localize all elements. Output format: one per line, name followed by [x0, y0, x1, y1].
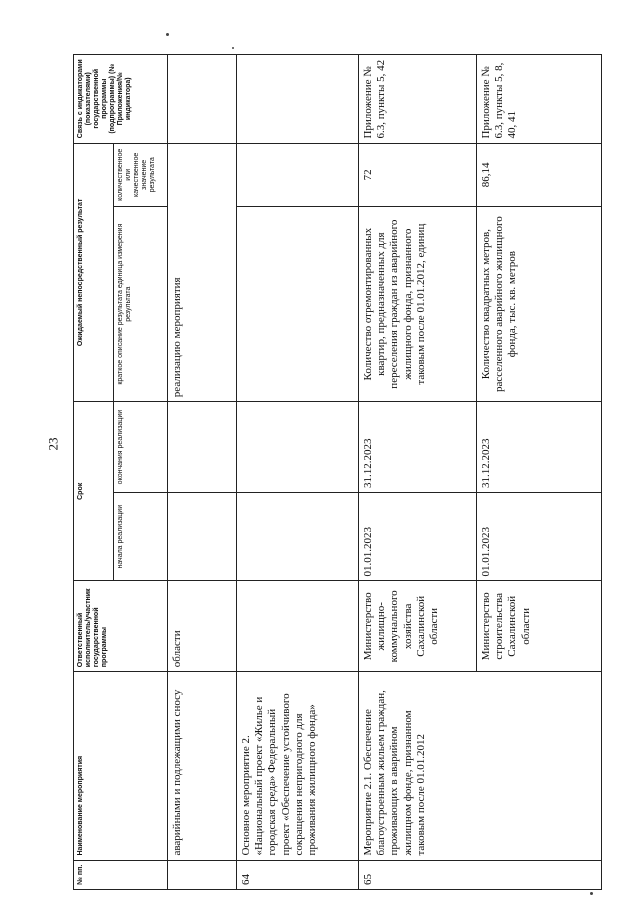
cell-event: Мероприятие 2.1. Обеспечение благоустроенным жильем граждан, проживающих в аварийном жилищном фонде, признанном таковым после 01.01.2012 [359, 672, 602, 860]
header-result-description: краткое описание результата единица измерения результата [114, 207, 168, 402]
cell-end: 31.12.2023 [359, 402, 477, 493]
cell-num: 65 [359, 860, 602, 889]
cell-description: реализацию мероприятия [168, 143, 237, 402]
header-term-end: окончания реализации [114, 402, 168, 493]
cell-value: 86,14 [477, 143, 602, 207]
cell-event: аварийными и подлежащими сносу [168, 672, 237, 860]
cell-description: Количество квадратных метров, расселенного аварийного жилищного фонда, тыс. кв. метров [477, 207, 602, 402]
cell-responsible: Министерство жилищно-коммунального хозяйства Сахалинской области [359, 581, 477, 672]
events-table [73, 54, 602, 890]
header-responsible: Ответственный исполнитель/участник государственной программы [74, 581, 168, 672]
rotated-table-wrapper [73, 54, 601, 890]
table-row [237, 55, 359, 890]
header-event-name: Наименование мероприятия [74, 672, 168, 860]
cell-num [168, 860, 237, 889]
cell-end [237, 402, 359, 493]
cell-start: 01.01.2023 [359, 492, 477, 580]
cell-description [237, 207, 359, 402]
cell-indicator [168, 55, 237, 144]
scan-speck [232, 47, 234, 49]
header-term: Срок [74, 402, 114, 581]
cell-indicator: Приложение № 6.3, пункты 5, 8, 40, 41 [477, 55, 602, 144]
cell-description: Количество отремонтированных квартир, предназначенных для переселения граждан из аварийного жилищного фонда, признанного таковым после 01.01.2012, единиц [359, 207, 477, 402]
table-row [168, 55, 237, 890]
cell-start [168, 492, 237, 580]
header-row [74, 55, 114, 890]
cell-responsible: области [168, 581, 237, 672]
cell-start [237, 492, 359, 580]
cell-value [237, 143, 359, 207]
cell-indicator [237, 55, 359, 144]
header-num: № пп. [74, 860, 168, 889]
cell-end: 31.12.2023 [477, 402, 602, 493]
header-result-value: количественное или качественное значение результата [114, 143, 168, 207]
scan-speck [590, 892, 593, 895]
cell-event: Основное мероприятие 2. «Национальный проект «Жилье и городская среда» Федеральный проект «Обеспечение устойчивого сокращения непригодного для проживания жилищного фонда» [237, 672, 359, 860]
header-expected-result: Ожидаемый непосредственный результат [74, 143, 114, 402]
cell-end [168, 402, 237, 493]
cell-responsible [237, 581, 359, 672]
header-term-start: начала реализации [114, 492, 168, 580]
table-row [359, 55, 477, 890]
cell-num: 64 [237, 860, 359, 889]
cell-start: 01.01.2023 [477, 492, 602, 580]
scan-speck [166, 33, 169, 36]
cell-indicator: Приложение № 6.3, пункты 5, 42 [359, 55, 477, 144]
header-indicator-link: Связь с индикаторами (показателями) государственной программы (подпрограммы) (№ Приложения/№ индикатора) [74, 55, 168, 144]
cell-responsible: Министерство строительства Сахалинской области [477, 581, 602, 672]
cell-value: 72 [359, 143, 477, 207]
page-number: 23 [45, 437, 61, 451]
